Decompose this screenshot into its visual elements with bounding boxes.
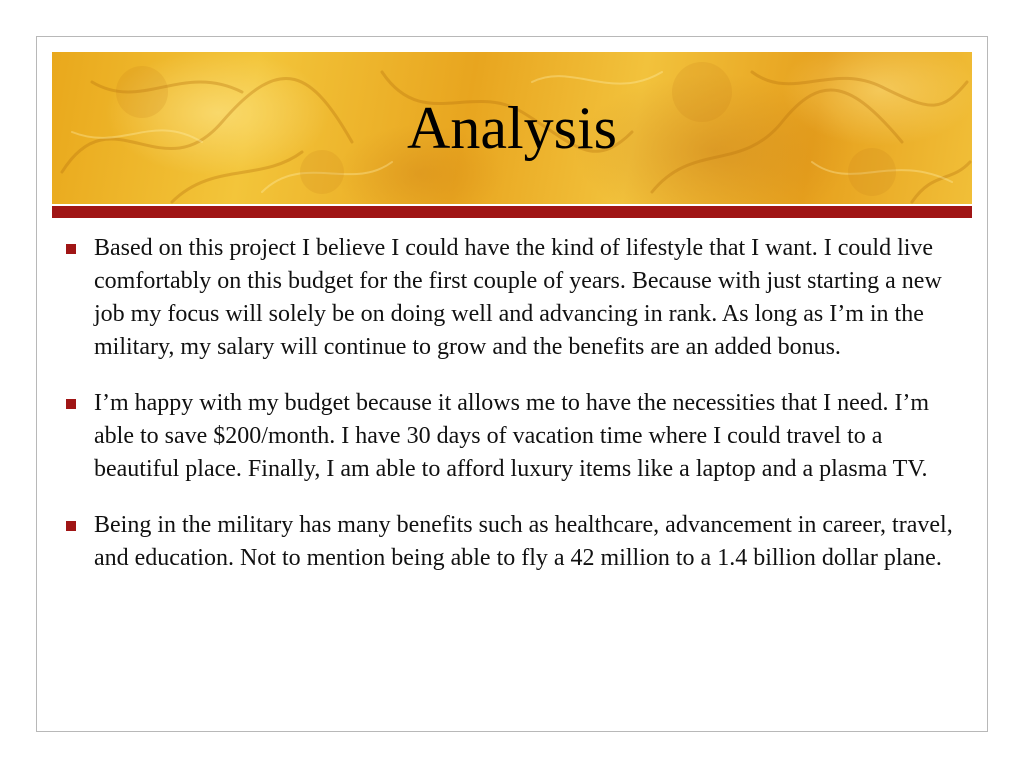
bullet-list xyxy=(62,232,967,598)
bullet-text: Based on this project I believe I could have the kind of lifestyle that I want. I could live comfortably on this budget for the first couple of years. Because with just starting a new job my focus will solely be on doing well and advancing in rank. As long as I’m in the military, my salary will continue to grow and the benefits are an added bonus. xyxy=(94,235,942,360)
title-header-band xyxy=(52,52,972,204)
square-bullet-icon xyxy=(66,399,76,409)
square-bullet-icon xyxy=(66,521,76,531)
bullet-text: Being in the military has many benefits such as healthcare, advancement in career, travel, and education. Not to mention being able to fly a 42 million to a 1.4 billion dollar plane. xyxy=(94,512,953,571)
bullet-text: I’m happy with my budget because it allows me to have the necessities that I need. I’m able to save $200/month. I have 30 days of vacation time where I could travel to a beautiful place. Finally, I am able to afford luxury items like a laptop and a plasma TV. xyxy=(94,390,930,482)
square-bullet-icon xyxy=(66,244,76,254)
bullet-item xyxy=(62,232,967,364)
bullet-item xyxy=(62,387,967,486)
slide-title: Analysis xyxy=(407,95,617,161)
title-underline-bar xyxy=(52,206,972,218)
slide xyxy=(36,36,988,732)
bullet-item xyxy=(62,509,967,575)
